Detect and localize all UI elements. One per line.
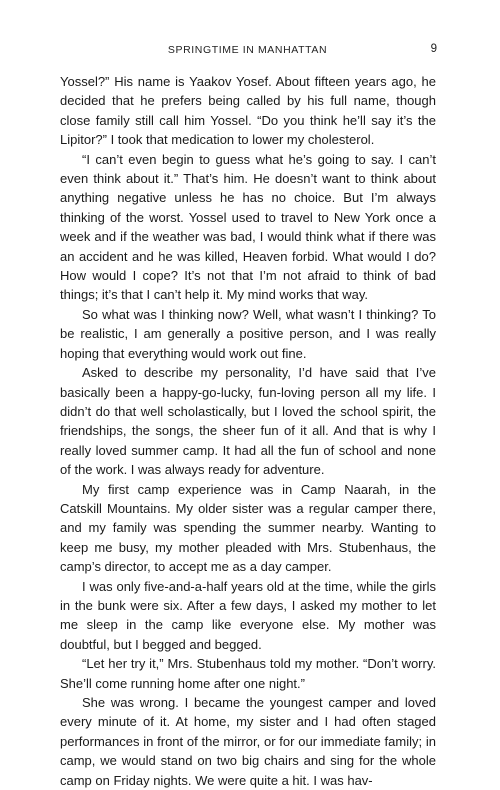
paragraph: Yossel?” His name is Yaakov Yosef. About fifteen years ago, he decided that he prefers being called by his full name, though close family still call him Yossel. “Do you think he’ll say it’s the Lipitor?” I took that medication to lower my cholesterol. [60,74,436,148]
paragraph: She was wrong. I became the youngest camper and loved every minute of it. At home, my sister and I had often staged performances in front of the mirror, or for our immediate family; in camp, we would stand on two big chairs and sing for the whole camp on Friday nights. We were quite a hit. I was hav- [60,695,436,788]
page-number: 9 [430,43,437,55]
paragraph: “I can’t even begin to guess what he’s going to say. I can’t even think about it.” That’s him. He doesn’t want to think about anything negative unless he has no choice. But I’m always thinking of the worst. Yossel used to travel to New York once a week and if the weather was bad, I would think what if there was an accident and he was killed, Heaven forbid. What would I do? How would I cope? It’s not that I’m not afraid to think of bad things; it’s that I can’t help it. My mind works that way. [60,151,436,303]
paragraph: “Let her try it,” Mrs. Stubenhaus told my mother. “Don’t worry. She’ll come running home after one night.” [60,656,436,691]
paragraph: Asked to describe my personality, I’d have said that I’ve basically been a happy-go-lucky, fun-loving person all my life. I didn’t do that well scholastically, but I loved the school spirit, the friendships, the songs, the sheer fun of it all. And that is why I really loved summer camp. It had all the fun of school and none of the work. I was always ready for adventure. [60,365,436,478]
body-text [60,72,436,790]
running-title: SPRINGTIME IN MANHATTAN [167,44,328,56]
paragraph: I was only five-and-a-half years old at the time, while the girls in the bunk were six. After a few days, I asked my mother to let me sleep in the camp like everyone else. My mother was doubtful, but I begged and begged. [60,578,436,652]
running-head [60,44,435,60]
paragraph: My first camp experience was in Camp Naarah, in the Catskill Mountains. My older sister was a regular camper there, and my family was spending the summer nearby. Wanting to keep me busy, my mother pleaded with Mrs. Stubenhaus, the camp’s director, to accept me as a day camper. [60,481,436,575]
paragraph: So what was I thinking now? Well, what wasn’t I thinking? To be realistic, I am generally a positive person, and I was really hoping that everything would work out fine. [60,306,436,361]
